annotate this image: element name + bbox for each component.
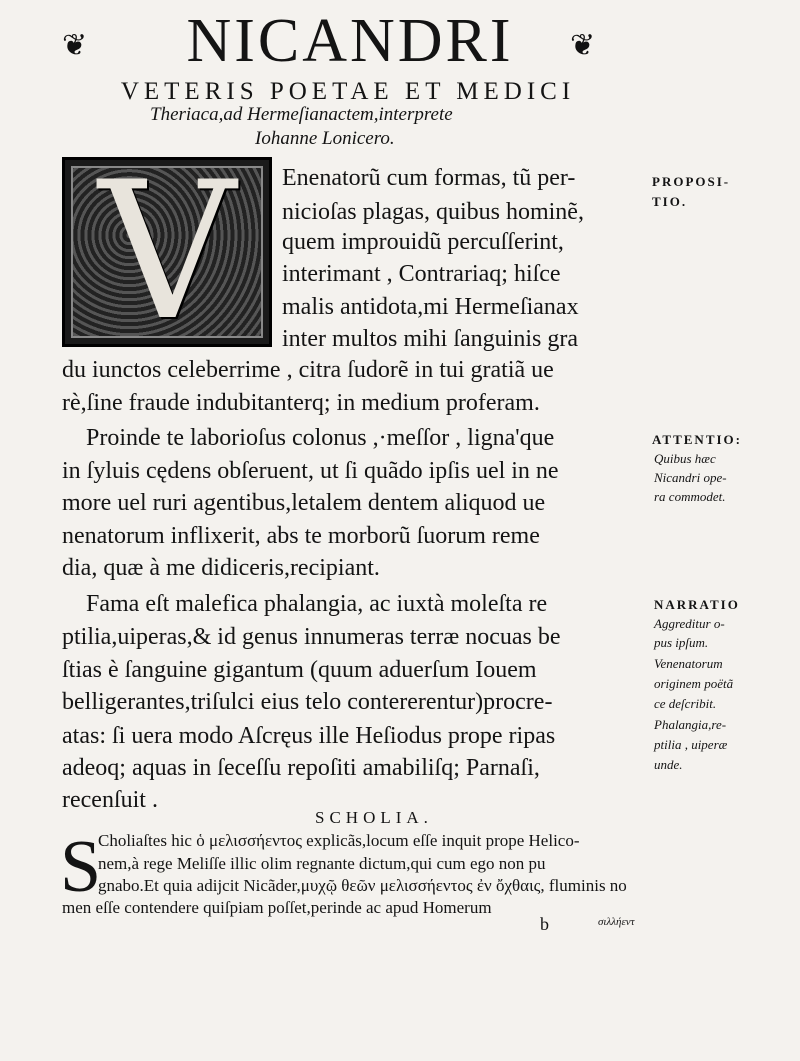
body-line: quem improuidũ percuſſerint,: [282, 229, 564, 255]
page-title: NICANDRI: [186, 7, 514, 75]
scholia-line: men eſſe contendere quiſpiam poſſet,perinde ac apud Homerum: [62, 898, 492, 917]
marginal-note: ptilia , uiperæ: [654, 737, 728, 752]
scholia-line: gnabo.Et quia adijcit Nicãder,μυχῷ θεῶν μελισσήεντος ἐν ὄχθαις, fluminis no: [98, 876, 627, 895]
marginal-note: Quibus hæc: [654, 451, 716, 466]
marginal-note: ra commodet.: [654, 489, 726, 504]
body-line: adeoq; aquas in ſeceſſu repoſiti amabiliſq; Parnaſi,: [62, 755, 540, 781]
body-line: inter multos mihi ſanguinis gra: [282, 326, 578, 352]
body-line: ptilia,uiperas,& id genus innumeras terræ nocuas be: [62, 624, 561, 650]
body-line: Proinde te laborioſus colonus ,·meſſor , ligna'que: [86, 425, 555, 451]
body-line: in ſyluis cędens obſeruent, ut ſi quãdo ipſis uel in ne: [62, 458, 559, 484]
catchword: σιλλήεντ: [598, 916, 635, 928]
fleuron-left-icon: ❦: [62, 29, 88, 62]
body-line: dia, quæ à me didiceris,recipiant.: [62, 555, 380, 581]
marginal-heading: NARRATIO: [654, 597, 740, 612]
body-line: malis antidota,mi Hermeſianax: [282, 294, 579, 320]
marginal-note: Phalangia,re-: [654, 717, 727, 732]
marginal-note: Nicandri ope-: [654, 470, 727, 485]
body-line: Enenatorũ cum formas, tũ per-: [282, 165, 576, 191]
body-line: nicioſas plagas, quibus hominẽ,: [282, 199, 584, 225]
marginal-note: Venenatorum: [654, 656, 723, 671]
subtitle-line-2: Theriaca,ad Hermeſianactem,interprete: [150, 104, 453, 125]
fleuron-right-icon: ❦: [570, 29, 596, 62]
scholia-line: Choliaſtes hic ὁ μελισσήεντος explicãs,locum eſſe inquit prope Helico-: [98, 831, 580, 850]
body-line: du iunctos celeberrime , citra ſudorẽ in tui gratiã ue: [62, 357, 554, 383]
scholia-heading: SCHOLIA.: [315, 808, 433, 827]
marginal-heading: TIO.: [652, 194, 688, 209]
scholia-line: nem,à rege Meliſſe illic olim regnante dictum,qui cum ego non pu: [98, 854, 546, 873]
body-line: atas: ſi uera modo Aſcręus ille Heſiodus prope ripas: [62, 723, 556, 749]
subtitle: VETERIS POETAE ET MEDICI: [120, 78, 576, 105]
initial-letter: V: [98, 141, 236, 362]
marginal-heading: ATTENTIO:: [652, 432, 742, 447]
marginal-note: ce deſcribit.: [654, 696, 717, 711]
body-line: recenſuit .: [62, 787, 158, 813]
marginal-note: originem poëtã: [654, 676, 734, 691]
subtitle-line-3: Iohanne Lonicero.: [255, 128, 395, 149]
marginal-note: Aggreditur o-: [654, 616, 725, 631]
scholia-initial: S: [60, 826, 102, 908]
marginal-heading: PROPOSI-: [652, 174, 731, 189]
body-line: more uel ruri agentibus,letalem dentem aliquod ue: [62, 490, 546, 516]
body-line: nenatorum inflixerit, abs te morborũ ſuorum reme: [62, 523, 540, 549]
body-line: belligerantes,triſulci eius telo contererentur)procre-: [62, 689, 553, 715]
body-line: Fama eſt malefica phalangia, ac iuxtà moleſta re: [86, 591, 548, 617]
body-line: interimant , Contrariaq; hiſce: [282, 261, 561, 287]
marginal-note: unde.: [654, 757, 683, 772]
decorated-initial: [62, 141, 272, 362]
body-line: rè,ſine fraude indubitanterq; in medium proferam.: [62, 390, 540, 416]
marginal-note: pus ipſum.: [654, 635, 709, 650]
signature-mark: b: [540, 914, 549, 934]
body-line: ſtias è ſanguine gigantum (quum aduerſum Iouem: [62, 657, 537, 683]
